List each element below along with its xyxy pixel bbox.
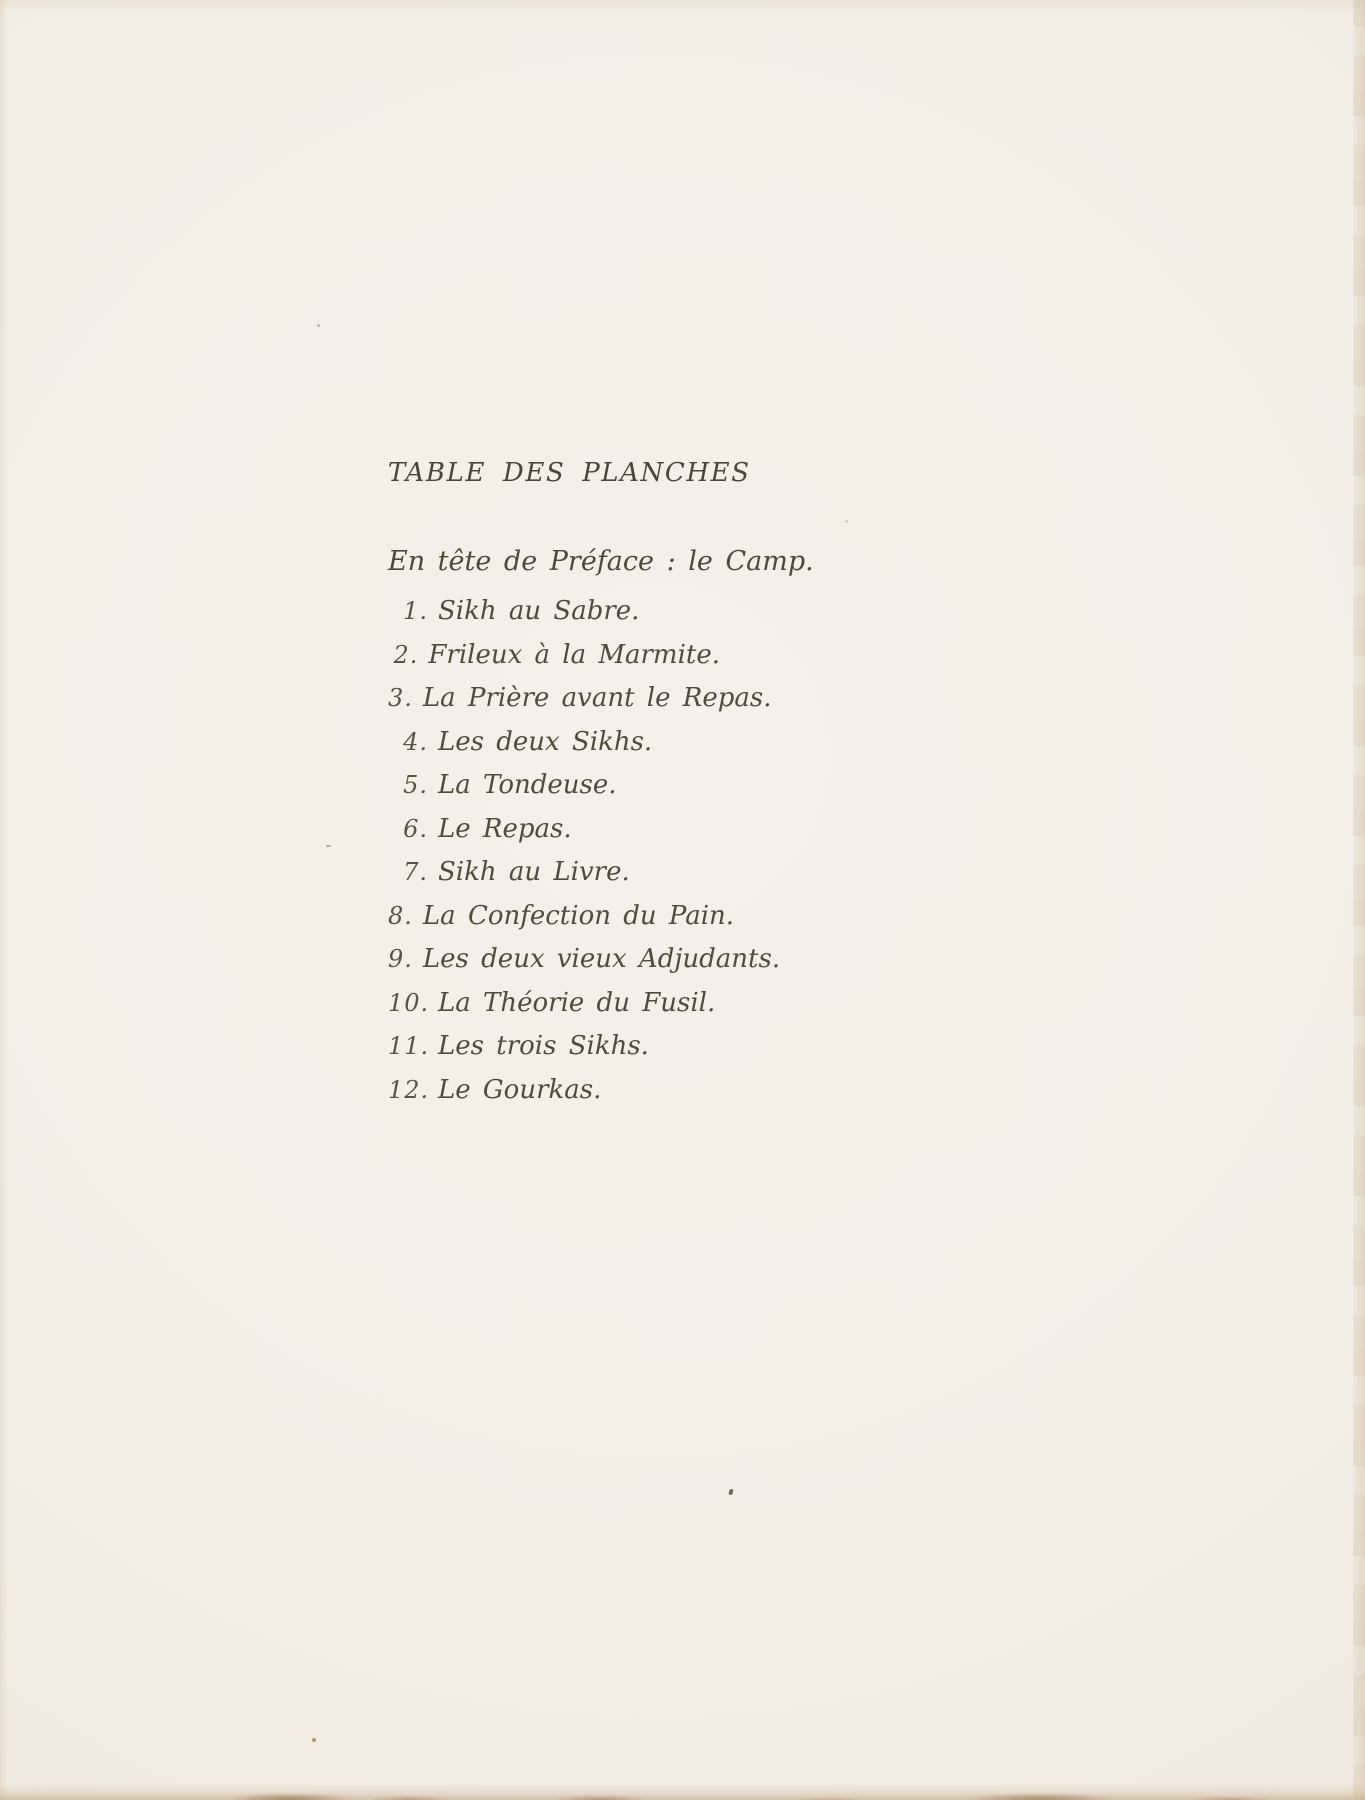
plate-number: 5. <box>403 771 428 799</box>
plate-row <box>388 808 720 852</box>
plate-number: 7. <box>403 858 428 886</box>
plate-number: 3. <box>388 684 413 712</box>
plate-title: La Tondeuse. <box>438 770 617 800</box>
plate-number: 2. <box>393 640 419 669</box>
plate-row <box>388 1069 720 1113</box>
plate-row <box>388 982 720 1026</box>
plate-title: Sikh au Sabre. <box>438 596 640 626</box>
plate-number: 10. <box>388 988 430 1017</box>
plate-number: 1. <box>403 597 428 625</box>
plate-number: 4. <box>403 727 428 756</box>
plate-title: Les trois Sikhs. <box>438 1031 649 1061</box>
plate-title: La Théorie du Fusil. <box>438 987 716 1018</box>
plate-row <box>388 590 720 634</box>
paper-speck <box>728 1489 734 1496</box>
plate-title: Le Repas. <box>438 813 572 844</box>
paper-speck <box>312 1738 316 1742</box>
table-of-plates <box>388 458 814 1112</box>
plate-list <box>388 590 781 1112</box>
page-top-edge <box>0 0 1365 14</box>
page-left-edge <box>0 0 8 1800</box>
plate-number: 9. <box>388 945 413 973</box>
paper-speck <box>845 520 848 523</box>
plate-row <box>388 764 720 808</box>
plate-row <box>388 1025 720 1069</box>
plate-title: Frileux à la Marmite. <box>428 639 720 670</box>
plate-row <box>388 851 720 895</box>
plate-row <box>388 677 772 721</box>
plate-title: La Confection du Pain. <box>422 900 735 931</box>
plate-title: Le Gourkas. <box>438 1074 602 1105</box>
plate-row <box>388 895 735 939</box>
plate-row <box>388 721 720 765</box>
page-right-deckle-edge <box>1353 0 1365 1800</box>
paper-speck <box>326 845 331 847</box>
paper-speck <box>317 324 320 327</box>
plate-title: Les deux Sikhs. <box>438 726 653 757</box>
page-title: TABLE DES PLANCHES <box>388 458 751 488</box>
plate-row <box>388 634 720 678</box>
plate-row <box>388 938 781 982</box>
plate-title: Sikh au Livre. <box>438 857 630 887</box>
plate-number: 12. <box>388 1075 430 1104</box>
plate-title: La Prière avant le Repas. <box>422 683 772 713</box>
plate-number: 6. <box>403 814 428 843</box>
frontispiece-entry: En tête de Préface : le Camp. <box>388 546 814 577</box>
page-bottom-deckle-edge <box>0 1778 1365 1800</box>
plate-number: 11. <box>388 1032 430 1060</box>
plate-number: 8. <box>388 901 413 930</box>
plate-title: Les deux vieux Adjudants. <box>422 944 781 974</box>
